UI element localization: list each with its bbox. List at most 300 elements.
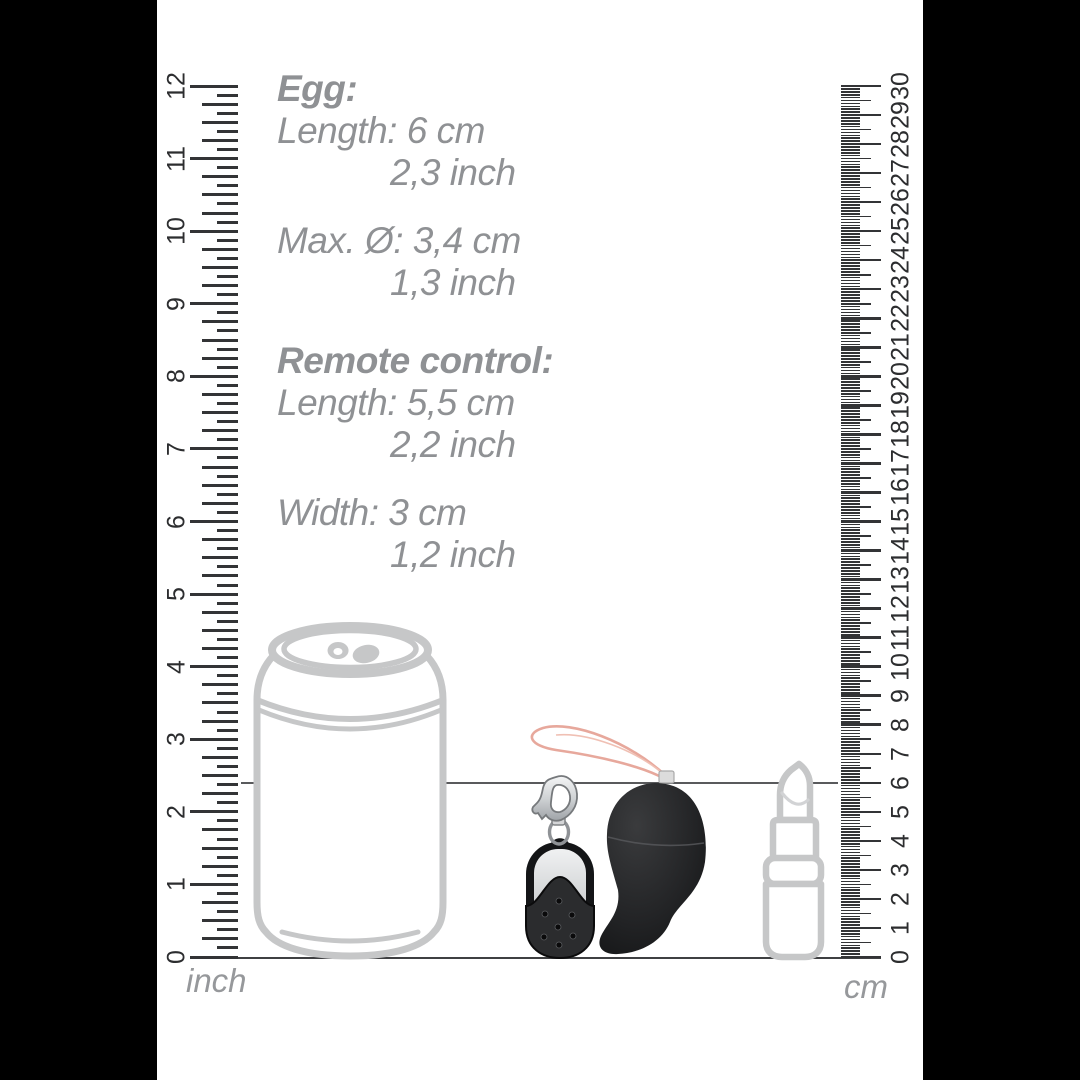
ruler-tick bbox=[202, 828, 238, 831]
ruler-tick bbox=[841, 698, 860, 700]
ruler-tick bbox=[841, 654, 860, 656]
ruler-tick bbox=[841, 547, 860, 549]
ruler-tick bbox=[217, 547, 238, 550]
ruler-tick bbox=[841, 286, 860, 288]
ruler-tick bbox=[841, 390, 871, 392]
ruler-tick bbox=[202, 139, 238, 142]
ruler-tick bbox=[841, 126, 860, 128]
ruler-tick bbox=[841, 520, 881, 523]
ruler-tick bbox=[202, 429, 238, 432]
ruler-tick bbox=[217, 456, 238, 459]
ruler-tick bbox=[190, 593, 238, 596]
ruler-tick bbox=[217, 239, 238, 242]
ruler-tick bbox=[841, 541, 860, 543]
ruler-tick bbox=[841, 599, 860, 601]
ruler-tick bbox=[841, 672, 860, 674]
ruler-tick bbox=[841, 352, 860, 354]
ruler-tick bbox=[217, 946, 238, 949]
ruler-number: 4 bbox=[162, 659, 191, 674]
ruler-tick bbox=[841, 898, 881, 901]
ruler-tick bbox=[202, 556, 238, 559]
ruler-tick bbox=[841, 904, 860, 906]
ruler-tick bbox=[217, 311, 238, 314]
ruler-tick bbox=[841, 834, 860, 836]
ruler-tick bbox=[841, 175, 860, 177]
ruler-tick bbox=[841, 802, 860, 804]
ruler-tick bbox=[202, 266, 238, 269]
ruler-tick bbox=[841, 828, 860, 830]
ruler-tick bbox=[841, 956, 881, 959]
remote-spec-section bbox=[277, 340, 553, 576]
ruler-number: 26 bbox=[886, 188, 915, 217]
ruler-tick bbox=[841, 158, 871, 160]
ruler-tick bbox=[202, 538, 238, 541]
ruler-number: 4 bbox=[886, 833, 915, 848]
ruler-tick bbox=[841, 152, 860, 154]
ruler-tick bbox=[841, 823, 860, 825]
ruler-tick bbox=[841, 442, 860, 444]
ruler-tick bbox=[841, 913, 871, 915]
ruler-number: 11 bbox=[886, 624, 915, 651]
ruler-tick bbox=[841, 309, 860, 311]
ruler-tick bbox=[202, 284, 238, 287]
ruler-tick bbox=[190, 810, 238, 813]
ruler-tick bbox=[841, 323, 860, 325]
ruler-number: 7 bbox=[886, 746, 915, 761]
ruler-tick bbox=[841, 776, 860, 778]
ruler-tick bbox=[217, 329, 238, 332]
ruler-tick bbox=[202, 339, 238, 342]
ruler-tick bbox=[841, 625, 860, 627]
ruler-number: 28 bbox=[886, 130, 915, 158]
egg-diameter-imperial: 1,3 inch bbox=[390, 262, 516, 303]
lipstick-band bbox=[766, 858, 821, 884]
ruler-tick bbox=[841, 782, 881, 785]
ruler-tick bbox=[217, 130, 238, 133]
ruler-tick bbox=[841, 495, 860, 497]
ruler-tick bbox=[841, 614, 860, 616]
ruler-number: 3 bbox=[162, 732, 191, 747]
egg-diameter-metric: Max. Ø: 3,4 cm bbox=[277, 220, 521, 261]
egg-spec-title: Egg: bbox=[277, 68, 358, 109]
ruler-number: 5 bbox=[886, 804, 915, 819]
ruler-number: 6 bbox=[886, 775, 915, 790]
ruler-tick bbox=[841, 462, 881, 465]
ruler-tick bbox=[841, 471, 860, 473]
ruler-tick bbox=[841, 259, 881, 262]
ruler-number: 8 bbox=[162, 369, 191, 384]
ruler-tick bbox=[841, 474, 860, 476]
ruler-tick bbox=[841, 358, 860, 360]
ruler-tick bbox=[202, 574, 238, 577]
ruler-tick bbox=[217, 765, 238, 768]
ruler-tick bbox=[841, 950, 860, 952]
ruler-tick bbox=[841, 538, 860, 540]
ruler-tick bbox=[217, 348, 238, 351]
ruler-tick bbox=[841, 709, 871, 711]
ruler-tick bbox=[841, 489, 860, 491]
ruler-tick bbox=[841, 730, 860, 732]
ruler-tick bbox=[841, 277, 860, 279]
ruler-tick bbox=[217, 747, 238, 750]
letterbox-left bbox=[0, 0, 157, 1080]
ruler-tick bbox=[217, 819, 238, 822]
ruler-tick bbox=[841, 524, 860, 526]
ruler-tick bbox=[841, 181, 860, 183]
ruler-number: 10 bbox=[886, 652, 915, 681]
ruler-tick bbox=[217, 928, 238, 931]
ruler-tick bbox=[841, 178, 860, 180]
ruler-tick bbox=[841, 117, 860, 119]
ruler-tick bbox=[841, 689, 860, 691]
ruler-tick bbox=[841, 439, 860, 441]
ruler-tick bbox=[841, 123, 860, 125]
ruler-tick bbox=[841, 503, 860, 505]
ruler-tick bbox=[841, 381, 860, 383]
ruler-tick bbox=[841, 846, 860, 848]
ruler-tick bbox=[202, 248, 238, 251]
egg-length-metric: Length: 6 cm bbox=[277, 110, 485, 151]
ruler-tick bbox=[841, 396, 860, 398]
ruler-tick bbox=[841, 927, 881, 930]
ruler-tick bbox=[217, 257, 238, 260]
ruler-tick bbox=[841, 556, 860, 558]
ruler-tick bbox=[841, 779, 860, 781]
ruler-tick bbox=[841, 370, 860, 372]
ruler-tick bbox=[841, 607, 881, 610]
ruler-number: 20 bbox=[886, 362, 915, 391]
ruler-tick bbox=[841, 233, 860, 235]
ruler-tick bbox=[217, 729, 238, 732]
ruler-tick bbox=[217, 910, 238, 913]
ruler-tick bbox=[217, 656, 238, 659]
ruler-tick bbox=[217, 402, 238, 405]
lipstick-tube bbox=[766, 884, 821, 957]
ruler-tick bbox=[841, 677, 860, 679]
ruler-tick bbox=[841, 611, 860, 613]
ruler-tick bbox=[841, 94, 860, 96]
ruler-tick bbox=[841, 617, 860, 619]
egg-cord bbox=[532, 726, 666, 779]
ruler-number: 0 bbox=[162, 950, 191, 964]
ruler-tick bbox=[841, 512, 860, 514]
ruler-tick bbox=[841, 553, 860, 555]
ruler-tick bbox=[841, 916, 860, 918]
ruler-tick bbox=[217, 602, 238, 605]
ruler-tick bbox=[190, 738, 238, 741]
ruler-tick bbox=[190, 956, 238, 959]
ruler-tick bbox=[841, 773, 860, 775]
ruler-tick bbox=[841, 486, 860, 488]
ruler-tick bbox=[217, 221, 238, 224]
ruler-tick bbox=[217, 148, 238, 151]
ruler-tick bbox=[841, 675, 860, 677]
ruler-tick bbox=[841, 570, 860, 572]
ruler-tick bbox=[841, 646, 860, 648]
ruler-tick bbox=[841, 222, 860, 224]
ruler-tick bbox=[841, 509, 860, 511]
ruler-tick bbox=[841, 727, 860, 729]
ruler-tick bbox=[202, 175, 238, 178]
ruler-tick bbox=[841, 190, 860, 192]
ruler-tick bbox=[841, 402, 860, 404]
ruler-tick bbox=[841, 373, 860, 375]
ruler-tick bbox=[841, 288, 881, 291]
ruler-tick bbox=[841, 651, 871, 653]
ruler-tick bbox=[841, 399, 860, 401]
ruler-tick bbox=[841, 558, 860, 560]
ruler-tick bbox=[841, 738, 871, 740]
ruler-tick bbox=[202, 320, 238, 323]
ruler-tick bbox=[841, 303, 871, 305]
ruler-tick bbox=[217, 801, 238, 804]
ruler-tick bbox=[202, 774, 238, 777]
ruler-tick bbox=[202, 865, 238, 868]
ruler-tick bbox=[841, 384, 860, 386]
ruler-number: 8 bbox=[886, 717, 915, 732]
ruler-tick bbox=[841, 857, 860, 859]
ruler-tick bbox=[841, 497, 860, 499]
ruler-tick bbox=[841, 518, 860, 520]
ruler-tick bbox=[841, 172, 881, 175]
ruler-tick bbox=[841, 437, 860, 439]
ruler-tick bbox=[841, 103, 860, 105]
ruler-tick bbox=[841, 657, 860, 659]
ruler-tick bbox=[841, 242, 860, 244]
ruler-tick bbox=[841, 344, 860, 346]
ruler-tick bbox=[190, 665, 238, 668]
ruler-number: 16 bbox=[886, 478, 915, 507]
ruler-tick bbox=[841, 135, 860, 137]
ruler-tick bbox=[841, 869, 881, 872]
ruler-tick bbox=[841, 387, 860, 389]
ruler-number: 12 bbox=[886, 594, 915, 623]
ruler-tick bbox=[841, 375, 881, 378]
ruler-tick bbox=[841, 338, 860, 340]
ruler-number: 6 bbox=[162, 514, 191, 529]
ruler-tick bbox=[841, 605, 860, 607]
ruler-tick bbox=[841, 648, 860, 650]
ruler-tick bbox=[841, 451, 860, 453]
ruler-tick bbox=[841, 808, 860, 810]
ruler-tick bbox=[841, 753, 881, 756]
ruler-tick bbox=[841, 106, 860, 108]
ruler-tick bbox=[841, 230, 881, 233]
ruler-tick bbox=[841, 529, 860, 531]
ruler-tick bbox=[841, 849, 860, 851]
ruler-tick bbox=[841, 500, 860, 502]
ruler-number: 21 bbox=[886, 333, 915, 362]
ruler-tick bbox=[190, 157, 238, 160]
ruler-tick bbox=[841, 155, 860, 157]
ruler-tick bbox=[841, 312, 860, 314]
ruler-tick bbox=[217, 438, 238, 441]
ruler-tick bbox=[841, 788, 860, 790]
ruler-tick bbox=[202, 756, 238, 759]
ruler-tick bbox=[217, 620, 238, 623]
ruler-tick bbox=[841, 315, 860, 317]
ruler-tick bbox=[841, 140, 860, 142]
ruler-tick bbox=[841, 149, 860, 151]
ruler-tick bbox=[841, 210, 860, 212]
ruler-tick bbox=[841, 239, 860, 241]
ruler-tick bbox=[841, 332, 871, 334]
ruler-tick bbox=[190, 375, 238, 378]
ruler-number: 30 bbox=[886, 72, 915, 100]
ruler-tick bbox=[841, 767, 871, 769]
ruler-number: 1 bbox=[162, 877, 191, 892]
ruler-tick bbox=[841, 820, 860, 822]
ruler-tick bbox=[841, 762, 860, 764]
ruler-tick bbox=[202, 502, 238, 505]
ruler-tick bbox=[841, 619, 860, 621]
ruler-tick bbox=[841, 692, 860, 694]
ruler-tick bbox=[841, 91, 860, 93]
ruler-tick bbox=[841, 721, 860, 723]
ruler-tick bbox=[841, 933, 860, 935]
ruler-tick bbox=[841, 924, 860, 926]
ruler-tick bbox=[841, 120, 860, 122]
ruler-tick bbox=[841, 860, 860, 862]
ruler-tick bbox=[841, 573, 860, 575]
ruler-tick bbox=[841, 227, 860, 229]
ruler-tick bbox=[217, 94, 238, 97]
ruler-tick bbox=[841, 97, 860, 99]
ruler-tick bbox=[202, 919, 238, 922]
ruler-tick bbox=[217, 384, 238, 387]
ruler-tick bbox=[841, 468, 860, 470]
ruler-tick bbox=[841, 878, 860, 880]
ruler-tick bbox=[841, 346, 881, 349]
ruler-tick bbox=[841, 863, 860, 865]
ruler-number: 0 bbox=[886, 950, 915, 964]
ruler-number: 29 bbox=[886, 101, 915, 129]
ruler-tick bbox=[841, 715, 860, 717]
ruler-tick bbox=[841, 448, 871, 450]
ruler-tick bbox=[841, 930, 860, 932]
ruler-tick bbox=[217, 420, 238, 423]
ruler-tick bbox=[841, 910, 860, 912]
ruler-tick bbox=[841, 297, 860, 299]
ruler-tick bbox=[841, 207, 860, 209]
ruler-number: 15 bbox=[886, 507, 915, 536]
ruler-tick bbox=[841, 701, 860, 703]
ruler-tick bbox=[202, 701, 238, 704]
ruler-number: 2 bbox=[886, 891, 915, 906]
ruler-tick bbox=[841, 634, 860, 636]
ruler-tick bbox=[841, 254, 860, 256]
ruler-tick bbox=[841, 294, 860, 296]
ruler-tick bbox=[841, 945, 860, 947]
ruler-tick bbox=[202, 484, 238, 487]
ruler-tick bbox=[202, 629, 238, 632]
ruler-number: 27 bbox=[886, 159, 915, 187]
egg-spec-section bbox=[277, 68, 521, 304]
ruler-tick bbox=[217, 275, 238, 278]
ruler-tick bbox=[841, 881, 860, 883]
ruler-tick bbox=[217, 874, 238, 877]
ruler-tick bbox=[217, 112, 238, 115]
ruler-tick bbox=[841, 532, 860, 534]
ruler-tick bbox=[841, 953, 860, 955]
ruler-tick bbox=[841, 169, 860, 171]
cm-unit-label: cm bbox=[844, 968, 888, 1005]
ruler-tick bbox=[841, 680, 871, 682]
ruler-tick bbox=[217, 565, 238, 568]
ruler-tick bbox=[841, 939, 860, 941]
ruler-number: 17 bbox=[886, 449, 915, 478]
ruler-tick bbox=[841, 549, 881, 552]
letterbox-right bbox=[923, 0, 1080, 1080]
ruler-tick bbox=[841, 100, 871, 102]
ruler-tick bbox=[841, 480, 860, 482]
ruler-number: 14 bbox=[886, 536, 915, 565]
ruler-tick bbox=[217, 366, 238, 369]
ruler-number: 19 bbox=[886, 391, 915, 420]
remote-length-imperial: 2,2 inch bbox=[390, 424, 516, 465]
ruler-tick bbox=[841, 129, 871, 131]
ruler-tick bbox=[841, 184, 860, 186]
ruler-tick bbox=[841, 491, 881, 494]
ruler-tick bbox=[841, 567, 860, 569]
ruler-tick bbox=[841, 712, 860, 714]
ruler-tick bbox=[841, 193, 860, 195]
ruler-tick bbox=[190, 520, 238, 523]
ruler-tick bbox=[841, 741, 860, 743]
ruler-tick bbox=[841, 814, 860, 816]
ruler-tick bbox=[841, 262, 860, 264]
ruler-tick bbox=[841, 797, 871, 799]
ruler-tick bbox=[841, 561, 860, 563]
ruler-number: 18 bbox=[886, 420, 915, 449]
ruler-tick bbox=[841, 704, 860, 706]
ruler-number: 5 bbox=[162, 587, 191, 602]
ruler-tick bbox=[841, 219, 860, 221]
ruler-tick bbox=[841, 576, 860, 578]
ruler-tick bbox=[841, 280, 860, 282]
ruler-tick bbox=[841, 268, 860, 270]
ruler-tick bbox=[841, 564, 871, 566]
ruler-tick bbox=[841, 326, 860, 328]
ruler-tick bbox=[202, 901, 238, 904]
ruler-tick bbox=[217, 511, 238, 514]
ruler-tick bbox=[841, 826, 871, 828]
ruler-tick bbox=[841, 733, 860, 735]
ruler-tick bbox=[217, 838, 238, 841]
remote-control-illustration bbox=[526, 776, 594, 958]
ruler-tick bbox=[841, 852, 860, 854]
ruler-tick bbox=[841, 137, 860, 139]
ruler-tick bbox=[841, 236, 860, 238]
egg-body bbox=[599, 783, 705, 954]
ruler-tick bbox=[841, 866, 860, 868]
ruler-tick bbox=[841, 329, 860, 331]
ruler-tick bbox=[841, 805, 860, 807]
ruler-tick bbox=[841, 907, 860, 909]
ruler-tick bbox=[841, 636, 881, 639]
ruler-tick bbox=[841, 791, 860, 793]
ruler-tick bbox=[202, 193, 238, 196]
ruler-tick bbox=[841, 257, 860, 259]
ruler-tick bbox=[841, 582, 860, 584]
ruler-number: 9 bbox=[886, 688, 915, 703]
ruler-tick bbox=[841, 341, 860, 343]
ruler-tick bbox=[841, 111, 860, 113]
ruler-tick bbox=[841, 756, 860, 758]
ruler-tick bbox=[217, 892, 238, 895]
remote-spec-title: Remote control: bbox=[277, 340, 554, 381]
ruler-tick bbox=[841, 454, 860, 456]
